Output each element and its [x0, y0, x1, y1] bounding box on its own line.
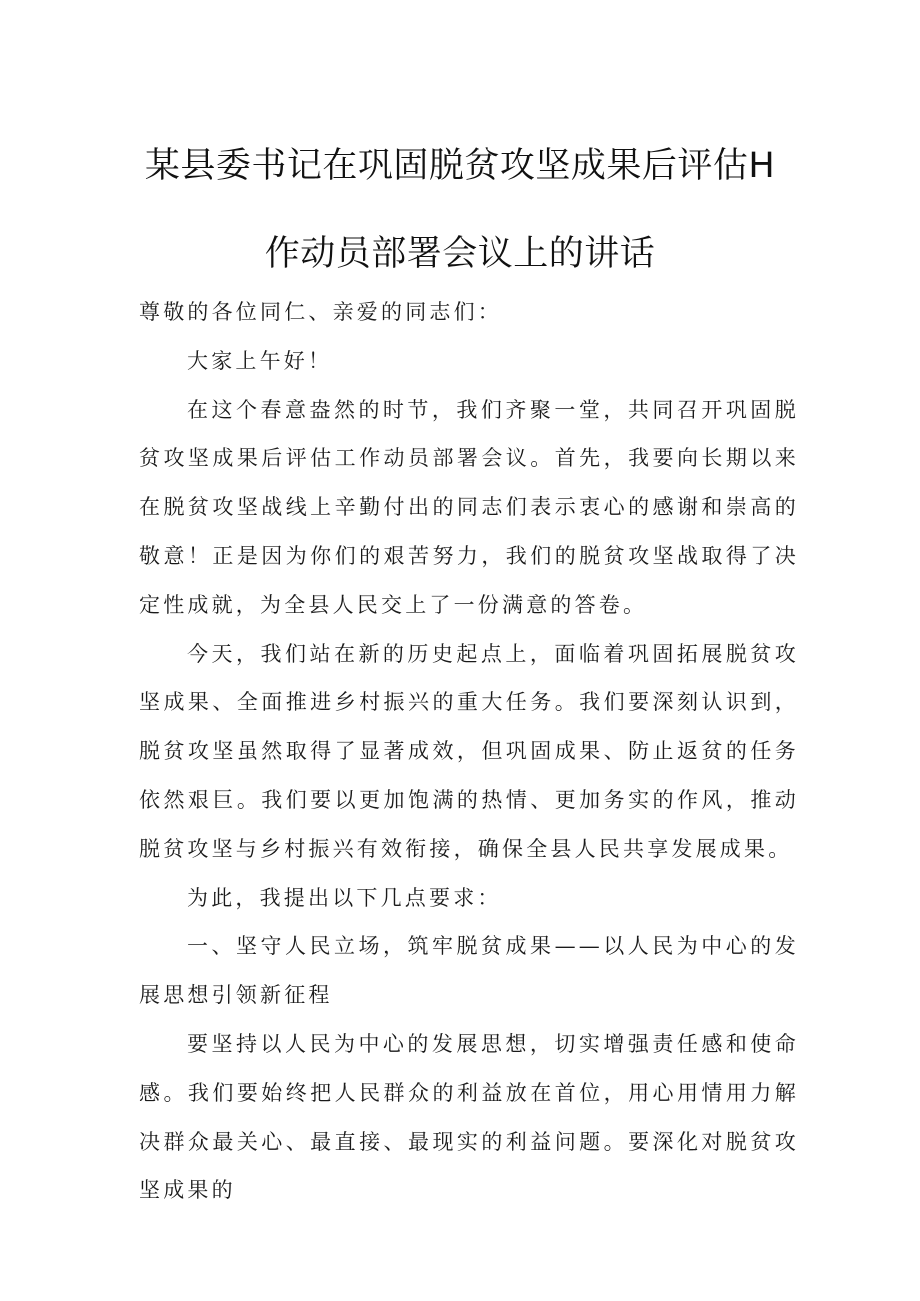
- document-title-line-1: 某县委书记在巩固脱贫攻坚成果后评估H: [144, 146, 776, 186]
- salutation: 尊敬的各位同仁、亲爱的同志们：: [139, 300, 502, 324]
- document-title-line-2: 作动员部署会议上的讲话: [264, 234, 656, 274]
- section-heading-1: 一、坚守人民立场，筑牢脱贫成果——以人民为中心的发展思想引领新征程: [139, 934, 799, 1008]
- speech-body: [139, 288, 799, 1215]
- greeting: 大家上午好！: [187, 348, 333, 373]
- paragraph-people-centered: 要坚持以人民为中心的发展思想，切实增强责任感和使命感。我们要始终把人民群众的利益放在首位，用心用情用力解决群众最关心、最直接、最现实的利益问题。要深化对脱贫攻坚成果的: [139, 1031, 799, 1203]
- paragraph-new-starting-point: 今天，我们站在新的历史起点上，面临着巩固拓展脱贫攻坚成果、全面推进乡村振兴的重大任务。我们要深刻认识到，脱贫攻坚虽然取得了显著成效，但巩固成果、防止返贫的任务依然艰巨。我们要以更加饱满的热情、更加务实的作风，推动脱贫攻坚与乡村振兴有效衔接，确保全县人民共享发展成果。: [139, 641, 799, 861]
- paragraph-requirements-intro: 为此，我提出以下几点要求：: [187, 885, 502, 910]
- paragraph-opening: 在这个春意盎然的时节，我们齐聚一堂，共同召开巩固脱贫攻坚成果后评估工作动员部署会议。首先，我要向长期以来在脱贫攻坚战线上辛勤付出的同志们表示衷心的感谢和崇高的敬意！正是因为你们的艰苦努力，我们的脱贫攻坚战取得了决定性成就，为全县人民交上了一份满意的答卷。: [139, 397, 799, 617]
